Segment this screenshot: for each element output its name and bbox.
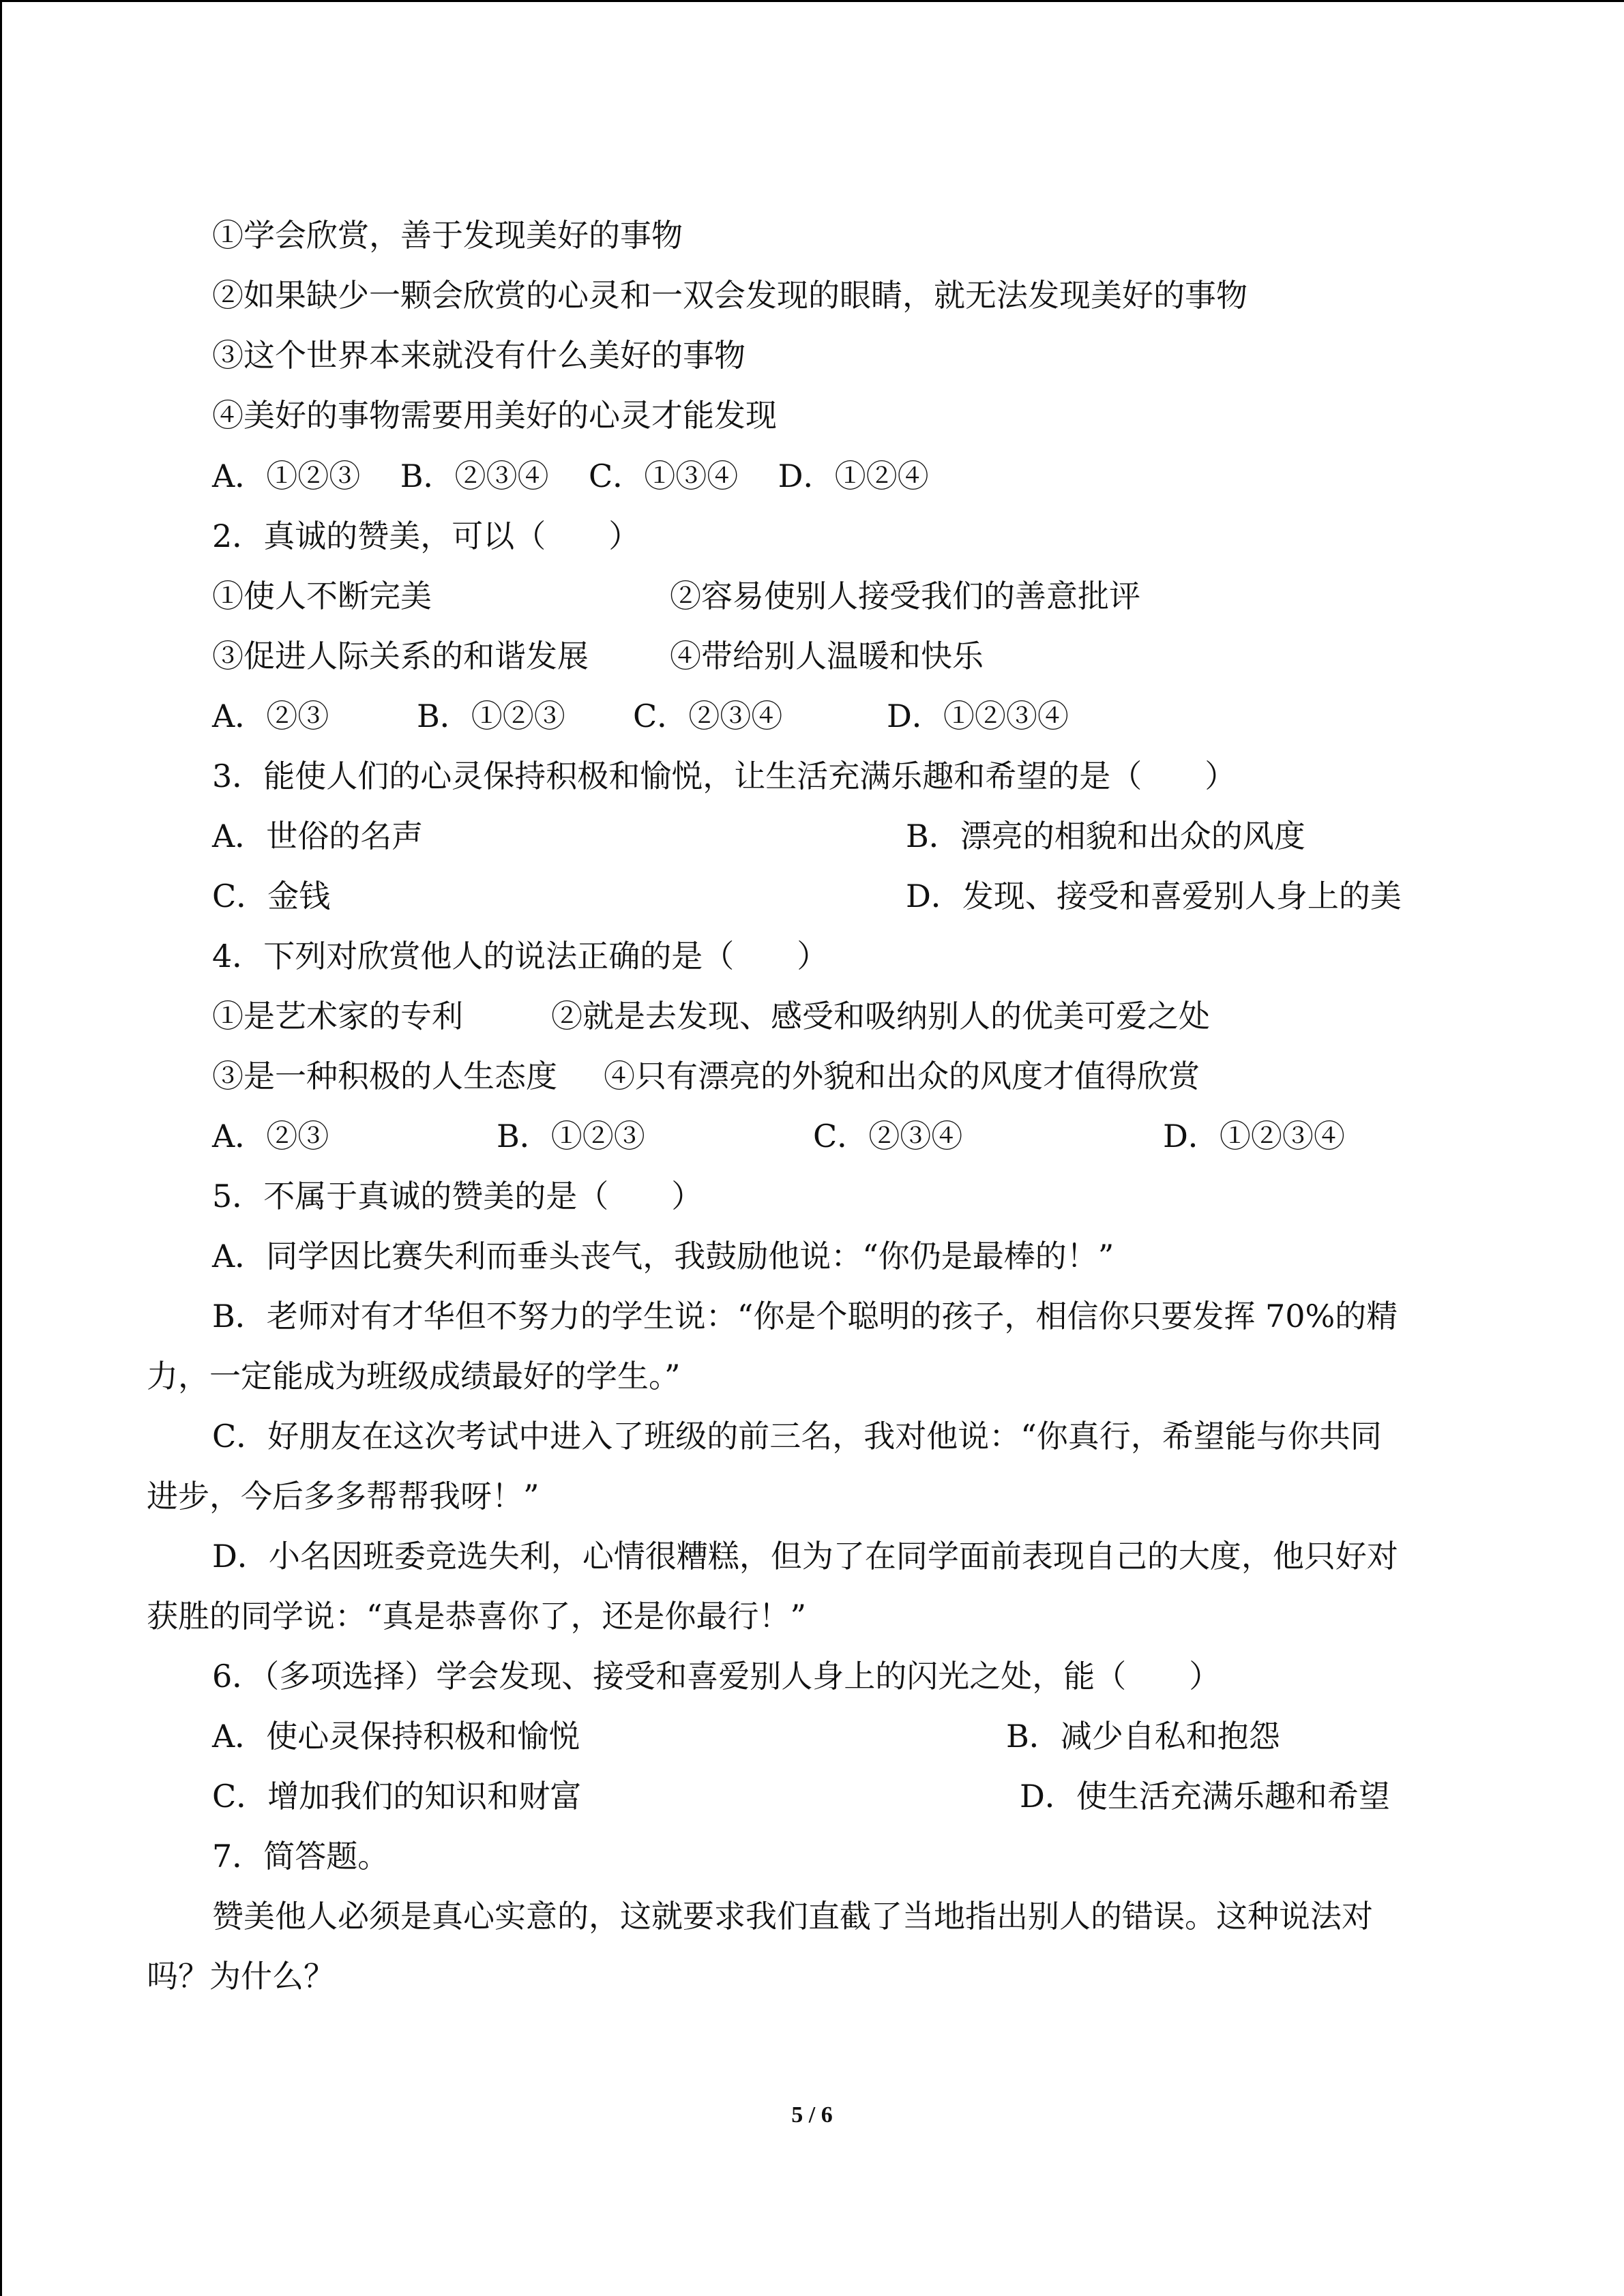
q6-stem: 6．（多项选择）学会发现、接受和喜爱别人身上的闪光之处，能（ ）: [212, 1658, 1221, 1695]
q4-answer-d: D．①②③④: [1163, 1118, 1345, 1154]
q1-option-1: ①学会欣赏，善于发现美好的事物: [212, 217, 683, 254]
q2-stem: 2．真诚的赞美，可以（ ）: [212, 518, 640, 554]
q2-answer-a: A．②③: [212, 698, 329, 734]
q7-stem: 7．简答题。: [212, 1838, 389, 1875]
q2-answer-c: C．②③④: [633, 698, 783, 734]
q5-option-b-line2: 力，一定能成为班级成绩最好的学生。”: [147, 1358, 681, 1395]
q5-option-c-line2: 进步，今后多多帮帮我呀！”: [147, 1478, 540, 1515]
q4-answer-c: C．②③④: [813, 1118, 963, 1154]
q3-option-a: A．世俗的名声: [212, 818, 424, 854]
q5-option-c-line1: C．好朋友在这次考试中进入了班级的前三名，我对他说：“你真行，希望能与你共同: [212, 1418, 1382, 1455]
q4-answer-a: A．②③: [212, 1118, 329, 1154]
q1-option-3: ③这个世界本来就没有什么美好的事物: [212, 337, 745, 374]
q1-option-2: ②如果缺少一颗会欣赏的心灵和一双会发现的眼睛，就无法发现美好的事物: [212, 277, 1247, 314]
q1-answers: A．①②③ B．②③④ C．①③④ D．①②④: [212, 458, 929, 494]
q3-option-d: D．发现、接受和喜爱别人身上的美: [906, 878, 1402, 914]
q5-option-d-line2: 获胜的同学说：“真是恭喜你了，还是你最行！”: [147, 1598, 807, 1635]
page-border-top: [0, 0, 1624, 2]
q7-body-line2: 吗？为什么？: [147, 1958, 335, 1995]
q3-option-c: C．金钱: [212, 878, 331, 914]
q7-body-line1: 赞美他人必须是真心实意的，这就要求我们直截了当地指出别人的错误。这种说法对: [212, 1898, 1373, 1935]
q2-option-1: ①使人不断完美: [212, 578, 432, 614]
q2-option-2: ②容易使别人接受我们的善意批评: [670, 578, 1140, 614]
q6-option-d: D．使生活充满乐趣和希望: [1020, 1778, 1390, 1815]
q4-option-4: ④只有漂亮的外貌和出众的风度才值得欣赏: [604, 1058, 1200, 1094]
q4-option-1: ①是艺术家的专利: [212, 998, 463, 1034]
page-border-left: [0, 0, 2, 2296]
q3-stem: 3．能使人们的心灵保持积极和愉悦，让生活充满乐趣和希望的是（ ）: [212, 758, 1237, 794]
q4-stem: 4．下列对欣赏他人的说法正确的是（ ）: [212, 938, 829, 974]
q6-option-b: B．减少自私和抱怨: [1006, 1718, 1280, 1755]
q3-option-b: B．漂亮的相貌和出众的风度: [906, 818, 1305, 854]
q6-option-a: A．使心灵保持积极和愉悦: [212, 1718, 580, 1755]
q5-option-d-line1: D．小名因班委竞选失利，心情很糟糕，但为了在同学面前表现自己的大度，他只好对: [212, 1538, 1398, 1575]
q2-option-4: ④带给别人温暖和快乐: [670, 638, 984, 674]
q5-option-b-line1: B．老师对有才华但不努力的学生说：“你是个聪明的孩子，相信你只要发挥 70%的精: [212, 1298, 1398, 1335]
q5-stem: 5．不属于真诚的赞美的是（ ）: [212, 1178, 703, 1214]
q4-answer-b: B．①②③: [497, 1118, 645, 1154]
q4-option-2: ②就是去发现、感受和吸纳别人的优美可爱之处: [551, 998, 1210, 1034]
q4-option-3: ③是一种积极的人生态度: [212, 1058, 557, 1094]
page-number: 5 / 6: [791, 2102, 833, 2128]
q5-option-a: A．同学因比赛失利而垂头丧气，我鼓励他说：“你仍是最棒的！”: [212, 1238, 1114, 1274]
q2-answer-b: B．①②③: [417, 698, 565, 734]
q1-option-4: ④美好的事物需要用美好的心灵才能发现: [212, 397, 777, 434]
q6-option-c: C．增加我们的知识和财富: [212, 1778, 582, 1815]
q2-answer-d: D．①②③④: [887, 698, 1069, 734]
q2-option-3: ③促进人际关系的和谐发展: [212, 638, 589, 674]
